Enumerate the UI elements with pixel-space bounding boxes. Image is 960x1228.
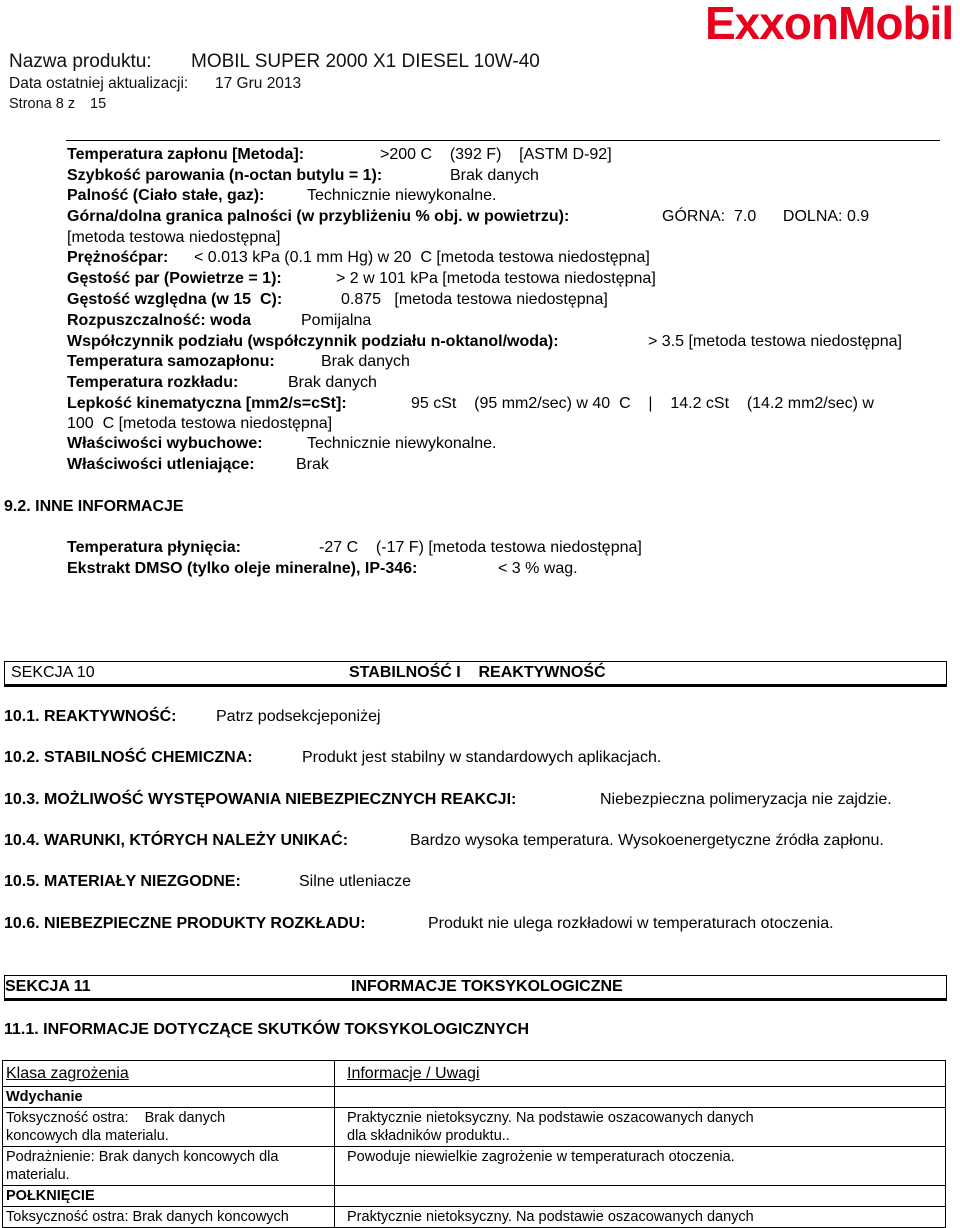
- table-row: [3, 1147, 946, 1186]
- table-row: [3, 1108, 946, 1147]
- table-group-row: [3, 1186, 946, 1207]
- group-inhalation-empty: [335, 1087, 946, 1108]
- page-label: Strona 8 z: [9, 96, 76, 112]
- section-10-title: STABILNOŚĆ I REAKTYWNOŚĆ: [349, 664, 606, 681]
- toxicology-table: [2, 1060, 946, 1228]
- group-inhalation: Wdychanie: [3, 1087, 335, 1108]
- updated-value: 17 Gru 2013: [215, 75, 302, 92]
- incompatible-materials-row: 10.5. MATERIAŁY NIEZGODNE: Silne utleniacze: [4, 873, 412, 890]
- inhalation-acute-toxicity-notes: Praktycznie nietoksyczny. Na podstawie oszacowanych danych dla składników produktu..: [335, 1108, 946, 1147]
- table-header-row: [3, 1061, 946, 1087]
- section-10-number: SEKCJA 10: [11, 664, 95, 681]
- document-header: [9, 50, 540, 114]
- inhalation-acute-toxicity: Toksyczność ostra: Brak danych koncowych dla materialu.: [3, 1108, 335, 1147]
- group-ingestion: POŁKNIĘCIE: [3, 1186, 335, 1207]
- prop-decomposition: Temperatura rozkładu: Brak danych: [67, 374, 377, 391]
- prop-explosive-limits: Górna/dolna granica palności (w przybliżeniu % obj. w powietrzu): GÓRNA: 7.0 DOLNA: 0.9: [67, 208, 870, 225]
- section-11-number: SEKCJA 11: [5, 978, 91, 995]
- prop-viscosity: Lepkość kinematyczna [mm2/s=cSt]: 95 cSt (95 mm2/sec) w 40 C | 14.2 cSt (14.2 mm2/sec) w: [67, 395, 874, 412]
- hazardous-reactions-row: 10.3. MOŻLIWOŚĆ WYSTĘPOWANIA NIEBEZPIECZNYCH REAKCJI: Niebezpieczna polimeryzacja nie zajdzie.: [4, 791, 892, 808]
- section-11-bar: [4, 975, 947, 999]
- prop-flash-point: Temperatura zapłonu [Metoda]: >200 C (392 F) [ASTM D-92]: [67, 146, 612, 163]
- updated-line: [9, 74, 540, 94]
- prop-relative-density: Gęstość względna (w 15 C): 0.875 [metoda testowa niedostępna]: [67, 291, 608, 308]
- page-total: 15: [90, 96, 107, 112]
- section-10-bar: [4, 661, 947, 685]
- product-label: Nazwa produktu:: [9, 51, 152, 72]
- prop-vapour-pressure: Prężnośćpar: < 0.013 kPa (0.1 mm Hg) w 20 C [metoda testowa niedostępna]: [67, 249, 650, 266]
- prop-explosive: Właściwości wybuchowe: Technicznie niewykonalne.: [67, 435, 497, 452]
- prop-flammability: Palność (Ciało stałe, gaz): Technicznie niewykonalne.: [67, 187, 497, 204]
- product-name: MOBIL SUPER 2000 X1 DIESEL 10W-40: [191, 51, 540, 72]
- dmso-extract: Ekstrakt DMSO (tylko oleje mineralne), IP-346: < 3 % wag.: [67, 560, 578, 577]
- reactivity-row: 10.1. REAKTYWNOŚĆ: Patrz podsekcjeponiżej: [4, 708, 381, 725]
- table-header-hazard-class: Klasa zagrożenia: [3, 1061, 335, 1087]
- section-10-shadow: [4, 685, 947, 687]
- conditions-to-avoid-row: 10.4. WARUNKI, KTÓRYCH NALEŻY UNIKAĆ: Bardzo wysoka temperatura. Wysokoenergetyczne źródła zapłonu.: [4, 832, 884, 849]
- product-line: [9, 50, 540, 74]
- decomposition-products-row: 10.6. NIEBEZPIECZNE PRODUKTY ROZKŁADU: Produkt nie ulega rozkładowi w temperaturach otoczenia.: [4, 915, 834, 932]
- section-9-2-heading: 9.2. INNE INFORMACJE: [4, 498, 184, 515]
- section-11-1-heading: 11.1. INFORMACJE DOTYCZĄCE SKUTKÓW TOKSYKOLOGICZNYCH: [4, 1021, 530, 1038]
- prop-autoignition: Temperatura samozapłonu: Brak danych: [67, 353, 410, 370]
- ingestion-acute-toxicity: Toksyczność ostra: Brak danych koncowych: [3, 1207, 335, 1228]
- page-line: [9, 94, 540, 114]
- ingestion-acute-toxicity-notes: Praktycznie nietoksyczny. Na podstawie oszacowanych danych: [335, 1207, 946, 1228]
- prop-oxidizing: Właściwości utleniające: Brak: [67, 456, 329, 473]
- inhalation-irritation: Podrażnienie: Brak danych koncowych dla materialu.: [3, 1147, 335, 1186]
- header-divider: [66, 140, 940, 141]
- prop-partition-coefficient: Współczynnik podziału (współczynnik podziału n-oktanol/woda): > 3.5 [metoda testowa niedostępna]: [67, 333, 902, 350]
- chemical-stability-row: 10.2. STABILNOŚĆ CHEMICZNA: Produkt jest stabilny w standardowych aplikacjach.: [4, 749, 662, 766]
- table-group-row: [3, 1087, 946, 1108]
- prop-viscosity-cont: 100 C [metoda testowa niedostępna]: [67, 415, 333, 432]
- section-11-title: INFORMACJE TOKSYKOLOGICZNE: [351, 978, 623, 995]
- prop-evaporation: Szybkość parowania (n-octan butylu = 1): Brak danych: [67, 167, 539, 184]
- group-ingestion-empty: [335, 1186, 946, 1207]
- prop-vapour-density: Gęstość par (Powietrze = 1): > 2 w 101 kPa [metoda testowa niedostępna]: [67, 270, 656, 287]
- updated-label: Data ostatniej aktualizacji:: [9, 75, 189, 92]
- table-row: [3, 1207, 946, 1228]
- inhalation-irritation-notes: Powoduje niewielkie zagrożenie w temperaturach otoczenia.: [335, 1147, 946, 1186]
- table-header-notes: Informacje / Uwagi: [335, 1061, 946, 1087]
- prop-explosive-limits-method: [metoda testowa niedostępna]: [67, 229, 281, 246]
- exxonmobil-logo: ExxonMobil: [705, 0, 954, 49]
- prop-solubility: Rozpuszczalność: woda Pomijalna: [67, 312, 372, 329]
- section-11-shadow: [4, 999, 947, 1001]
- pour-point: Temperatura płynięcia: -27 C (-17 F) [metoda testowa niedostępna]: [67, 539, 642, 556]
